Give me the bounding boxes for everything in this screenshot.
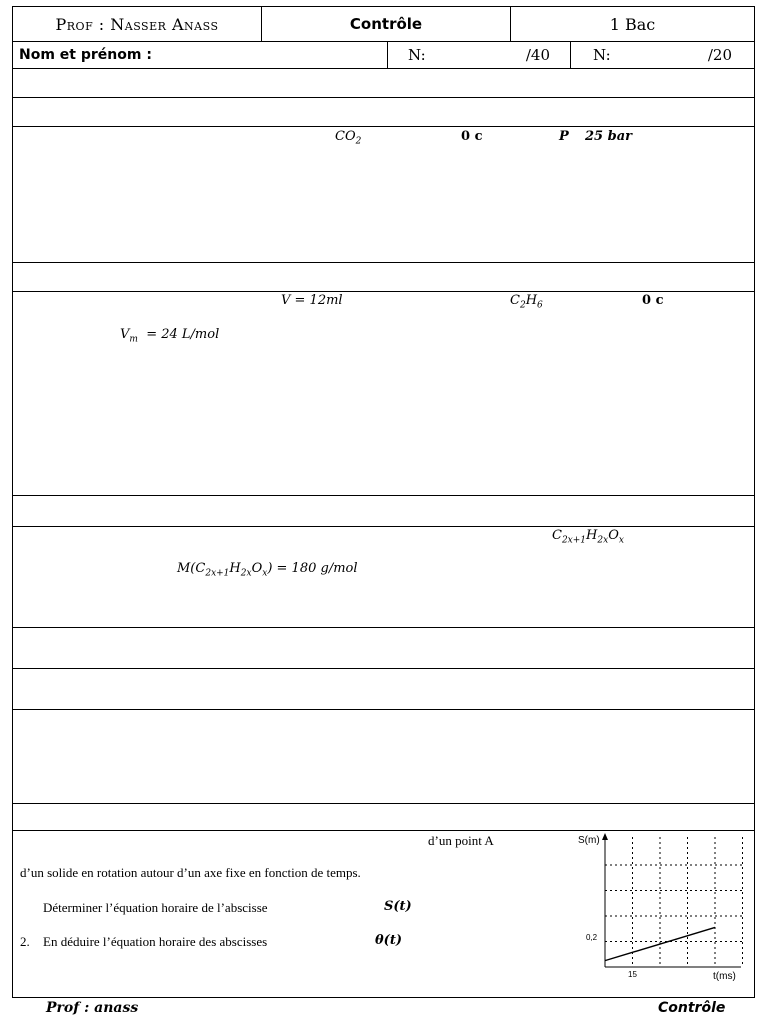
blank-row-3 <box>13 263 754 292</box>
exercise-2-box <box>13 292 754 496</box>
blank-row-8 <box>13 804 754 831</box>
worksheet <box>12 6 755 998</box>
pressure-symbol: P <box>559 129 569 144</box>
student-row <box>13 42 754 69</box>
score-20-field[interactable] <box>571 42 754 68</box>
x-axis-label: t(ms) <box>713 971 736 982</box>
blank-row-5 <box>13 628 754 669</box>
question-2-math: θ(t) <box>375 933 402 948</box>
footer-author: Prof : anass <box>46 1000 139 1016</box>
score-20-total: /20 <box>707 46 732 64</box>
ethane-formula: $C_2H_6$ <box>510 293 543 311</box>
question-2-text: En déduire l’équation horaire des abscisses <box>43 934 268 949</box>
y-axis-arrow <box>602 833 608 840</box>
class-level: 1 Bac <box>609 14 656 34</box>
question-2-number: 2. <box>20 934 30 949</box>
footer-title: Contrôle <box>658 1000 726 1016</box>
chart-grid <box>605 837 743 967</box>
blank-row-7 <box>13 710 754 804</box>
blank-row-1 <box>13 69 754 98</box>
blank-row-4 <box>13 496 754 527</box>
exam-title: Contrôle <box>262 7 511 41</box>
ex4-line-2: d’un solide en rotation autour d’un axe fixe en fonction de temps. <box>20 865 361 880</box>
exercise-3-box <box>13 527 754 628</box>
molar-volume: $V_m = 24$ L/mol <box>120 327 220 345</box>
blank-row-6 <box>13 669 754 710</box>
general-formula: $C_{2x+1}H_{2x}O_x$ <box>552 528 624 546</box>
y-axis-label: S(m) <box>578 835 600 846</box>
name-field-label[interactable]: Nom et prénom : <box>13 42 388 68</box>
volume-value: V = 12ml <box>281 293 343 308</box>
header-row <box>13 7 754 42</box>
score-40-field[interactable] <box>388 42 571 68</box>
question-1-math: S(t) <box>384 899 412 914</box>
score-40-total: /40 <box>525 46 550 64</box>
molar-mass-equation: $M(C_{2x+1}H_{2x}O_x) = 180$ g/mol <box>177 561 358 579</box>
ex2-temperature: 0 c <box>642 293 664 308</box>
score-20-label: N: <box>593 46 611 64</box>
blank-row-2 <box>13 98 754 127</box>
exercise-4-box <box>13 831 754 997</box>
pressure-value: 25 bar <box>585 129 632 144</box>
y-tick-label: 0,2 <box>586 933 598 942</box>
question-1-text: Déterminer l’équation horaire de l’abscisse <box>43 900 268 915</box>
x-tick-label: 15 <box>628 970 637 979</box>
position-time-chart <box>573 831 753 991</box>
ex4-line-1: d’un point A <box>428 833 494 848</box>
co2-formula: $CO_2$ <box>335 129 362 147</box>
exercise-1-box <box>13 127 754 263</box>
ex1-temperature: 0 c <box>461 129 483 144</box>
score-40-label: N: <box>408 46 426 64</box>
teacher-name: Prof : Nasser Anass <box>13 7 262 41</box>
